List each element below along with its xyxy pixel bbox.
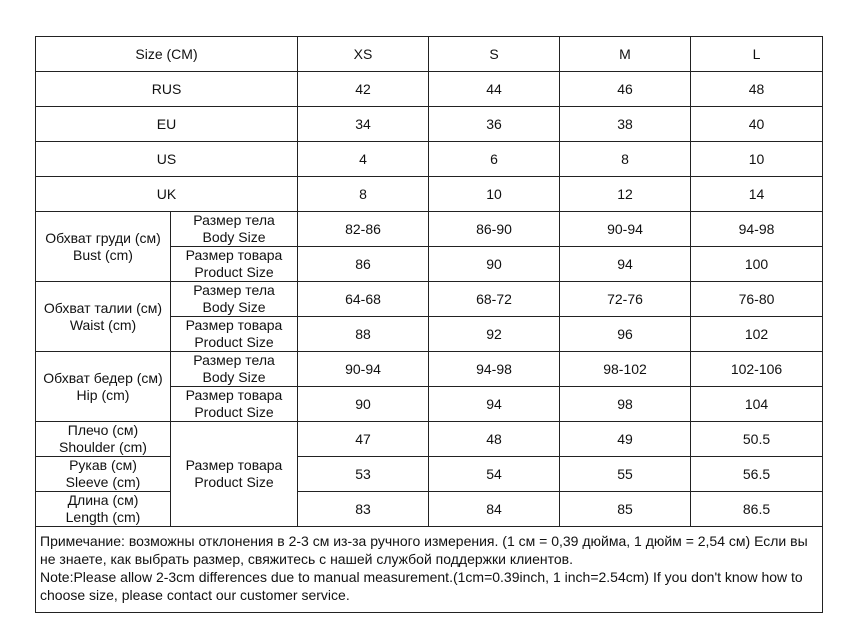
size-xs-header: XS (298, 37, 429, 72)
product-size-label (171, 317, 298, 352)
table-cell: 36 (429, 107, 560, 142)
table-cell: 94-98 (691, 212, 823, 247)
table-cell: 102 (691, 317, 823, 352)
measure-label-en: Shoulder (cm) (59, 439, 147, 455)
table-row-length (36, 492, 823, 527)
body-size-ru: Размер тела (193, 212, 275, 228)
table-cell: 94-98 (429, 352, 560, 387)
table-row-sleeve (36, 457, 823, 492)
table-row-uk (36, 177, 823, 212)
table-row-bust-body (36, 212, 823, 247)
note-en-line1: Note:Please allow 2-3cm differences due to manual measurement.(1cm=0.39inch, 1 inch=2.54cm) If you don't know how to (40, 569, 803, 585)
measure-label-ru: Рукав (см) (69, 457, 137, 473)
table-cell: 86-90 (429, 212, 560, 247)
table-cell: 86 (298, 247, 429, 282)
row-label-uk: UK (36, 177, 298, 212)
note-en-line2: choose size, please contact our customer service. (40, 587, 350, 603)
table-cell: 86.5 (691, 492, 823, 527)
table-cell: 68-72 (429, 282, 560, 317)
row-label-eu: EU (36, 107, 298, 142)
note-row (36, 527, 823, 613)
table-cell: 40 (691, 107, 823, 142)
table-cell: 4 (298, 142, 429, 177)
table-cell: 10 (429, 177, 560, 212)
table-cell: 90-94 (298, 352, 429, 387)
table-cell: 48 (691, 72, 823, 107)
table-row-rus (36, 72, 823, 107)
table-cell: 49 (560, 422, 691, 457)
table-row-shoulder (36, 422, 823, 457)
product-size-ru: Размер товара (185, 247, 283, 263)
header-row (36, 37, 823, 72)
table-row-us (36, 142, 823, 177)
measurement-note (36, 527, 823, 613)
table-cell: 84 (429, 492, 560, 527)
table-cell: 14 (691, 177, 823, 212)
table-cell: 50.5 (691, 422, 823, 457)
product-size-label (171, 387, 298, 422)
size-chart-table (35, 36, 823, 613)
table-row-eu (36, 107, 823, 142)
table-cell: 8 (298, 177, 429, 212)
product-size-en: Product Size (194, 404, 274, 420)
table-cell: 94 (429, 387, 560, 422)
table-cell: 47 (298, 422, 429, 457)
body-size-en: Body Size (202, 299, 266, 315)
body-size-label (171, 282, 298, 317)
table-cell: 72-76 (560, 282, 691, 317)
measure-label-bust (36, 212, 171, 282)
table-cell: 96 (560, 317, 691, 352)
product-size-label (171, 422, 298, 527)
table-cell: 98-102 (560, 352, 691, 387)
table-cell: 64-68 (298, 282, 429, 317)
product-size-en: Product Size (194, 264, 274, 280)
product-size-ru: Размер товара (185, 457, 283, 473)
table-cell: 55 (560, 457, 691, 492)
measure-label-en: Length (cm) (65, 509, 141, 525)
table-cell: 98 (560, 387, 691, 422)
product-size-en: Product Size (194, 474, 274, 490)
table-cell: 46 (560, 72, 691, 107)
product-size-en: Product Size (194, 334, 274, 350)
size-s-header: S (429, 37, 560, 72)
body-size-en: Body Size (202, 229, 266, 245)
product-size-ru: Размер товара (185, 317, 283, 333)
table-cell: 76-80 (691, 282, 823, 317)
row-label-us: US (36, 142, 298, 177)
table-cell: 12 (560, 177, 691, 212)
product-size-ru: Размер товара (185, 387, 283, 403)
measure-label-length (36, 492, 171, 527)
table-row-waist-body (36, 282, 823, 317)
table-cell: 88 (298, 317, 429, 352)
measure-label-en: Hip (cm) (76, 386, 130, 403)
body-size-en: Body Size (202, 369, 266, 385)
table-cell: 90-94 (560, 212, 691, 247)
measure-label-ru: Обхват талии (см) (43, 299, 163, 316)
table-cell: 90 (429, 247, 560, 282)
note-ru-line2: не знаете, как выбрать размер, свяжитесь с нашей службой поддержки клиентов. (40, 551, 574, 567)
table-cell: 94 (560, 247, 691, 282)
body-size-ru: Размер тела (193, 282, 275, 298)
table-cell: 53 (298, 457, 429, 492)
table-cell: 8 (560, 142, 691, 177)
measure-label-waist (36, 282, 171, 352)
table-cell: 104 (691, 387, 823, 422)
measure-label-shoulder (36, 422, 171, 457)
measure-label-ru: Обхват бедер (см) (43, 369, 163, 386)
measure-label-sleeve (36, 457, 171, 492)
size-m-header: M (560, 37, 691, 72)
table-cell: 48 (429, 422, 560, 457)
measure-label-en: Waist (cm) (69, 316, 137, 333)
table-cell: 44 (429, 72, 560, 107)
measure-label-ru: Обхват груди (см) (45, 229, 161, 246)
measure-label-en: Sleeve (cm) (65, 474, 141, 490)
table-cell: 82-86 (298, 212, 429, 247)
table-cell: 54 (429, 457, 560, 492)
table-cell: 83 (298, 492, 429, 527)
body-size-ru: Размер тела (193, 352, 275, 368)
table-cell: 90 (298, 387, 429, 422)
table-cell: 34 (298, 107, 429, 142)
note-ru-line1: Примечание: возможны отклонения в 2-3 см из-за ручного измерения. (1 см = 0,39 дюйма, 1 дюйм = 2,54 см) Если вы (40, 533, 808, 549)
table-cell: 10 (691, 142, 823, 177)
table-cell: 42 (298, 72, 429, 107)
table-cell: 100 (691, 247, 823, 282)
table-cell: 56.5 (691, 457, 823, 492)
size-header-label: Size (CM) (36, 37, 298, 72)
table-cell: 85 (560, 492, 691, 527)
body-size-label (171, 352, 298, 387)
measure-label-en: Bust (cm) (73, 246, 133, 263)
table-row-hip-body (36, 352, 823, 387)
measure-label-ru: Плечо (см) (67, 422, 139, 438)
product-size-label (171, 247, 298, 282)
table-cell: 92 (429, 317, 560, 352)
size-l-header: L (691, 37, 823, 72)
row-label-rus: RUS (36, 72, 298, 107)
table-cell: 102-106 (691, 352, 823, 387)
table-cell: 6 (429, 142, 560, 177)
body-size-label (171, 212, 298, 247)
measure-label-ru: Длина (см) (67, 492, 139, 508)
table-cell: 38 (560, 107, 691, 142)
measure-label-hip (36, 352, 171, 422)
